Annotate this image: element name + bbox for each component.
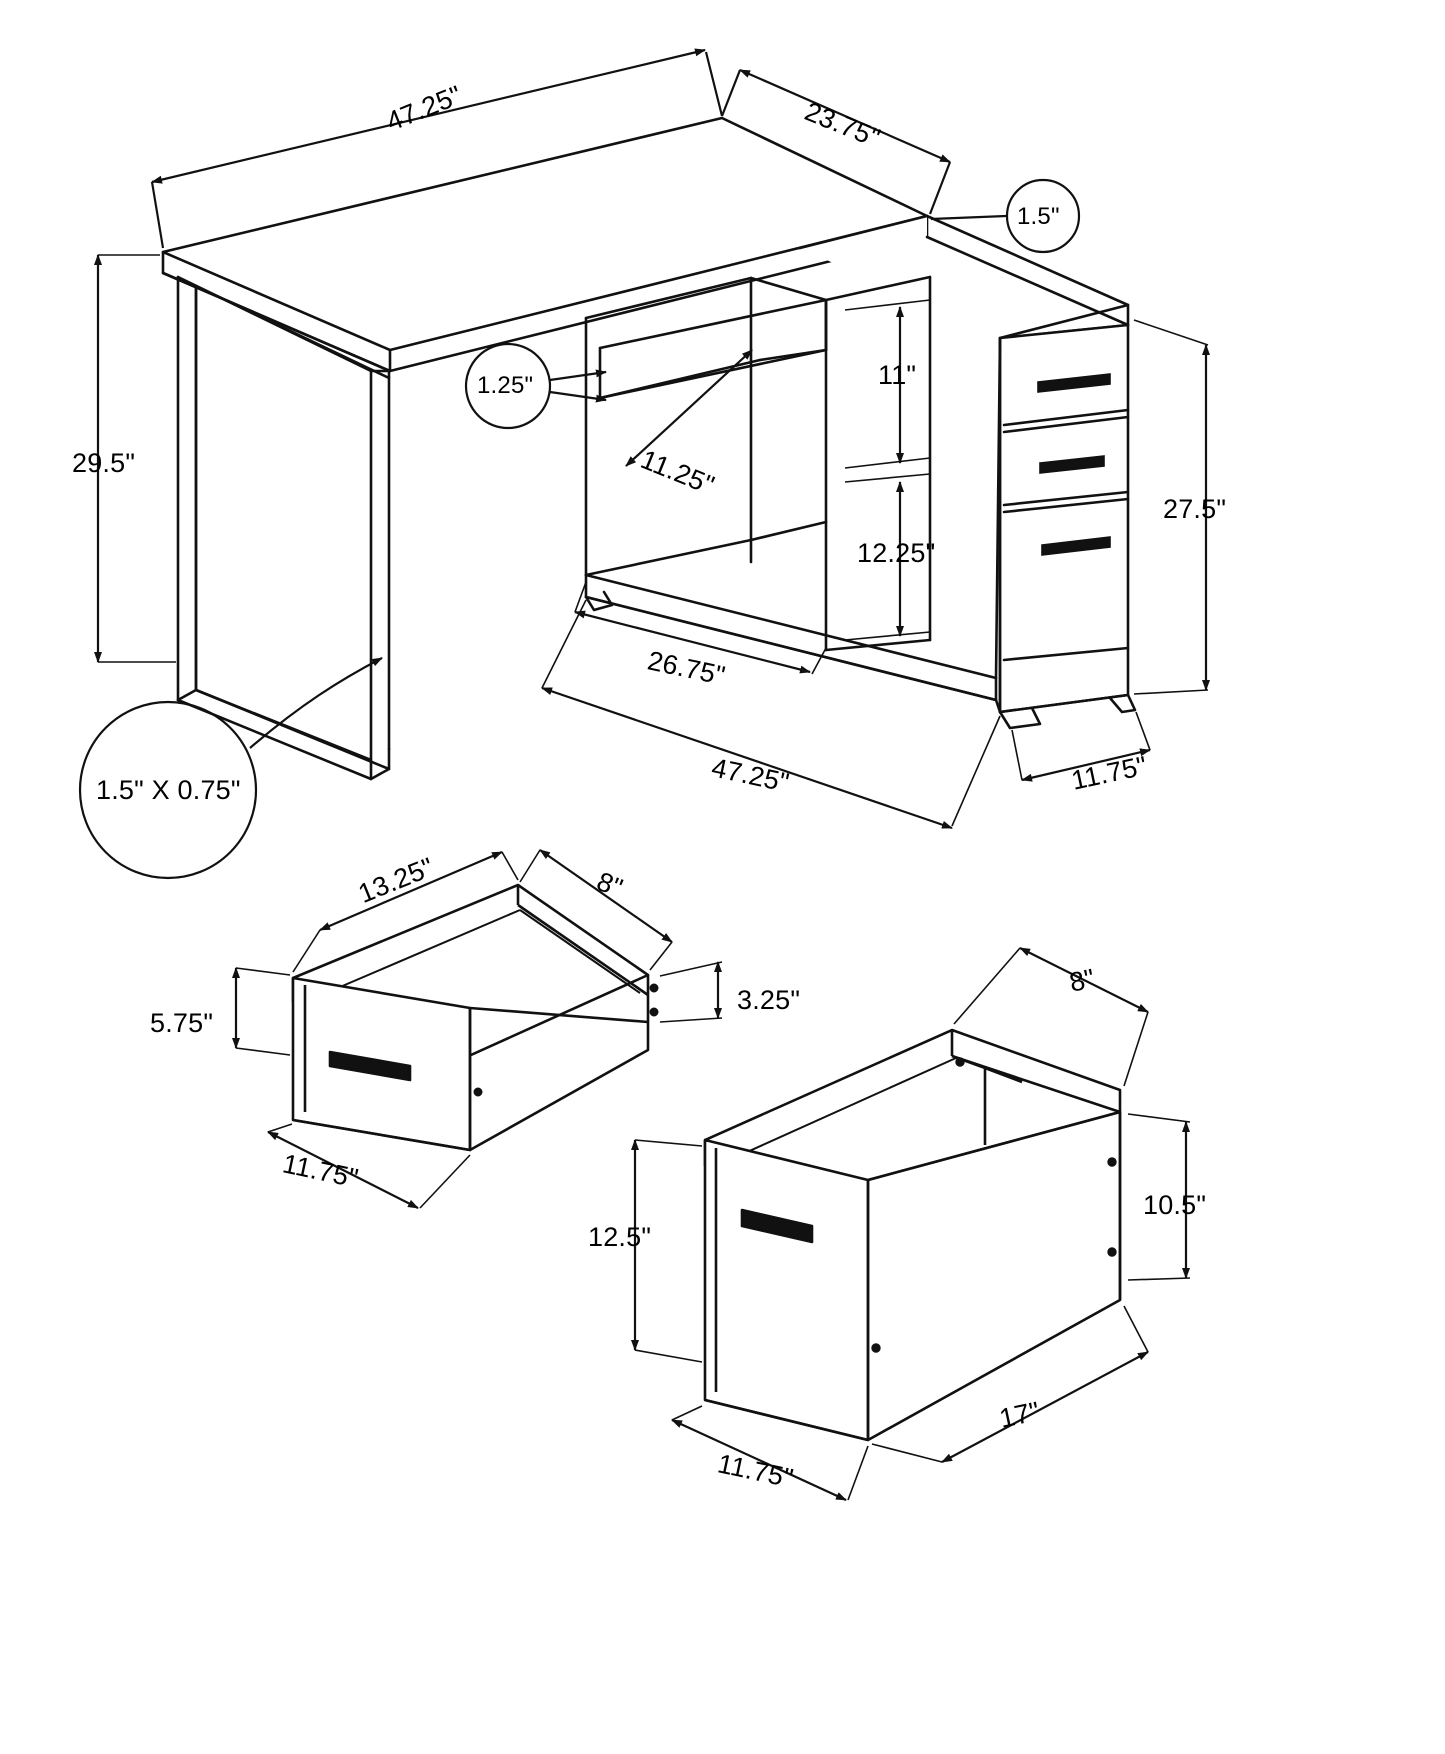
dimension-label-pedestal-side-height: 27.5" bbox=[1163, 494, 1227, 524]
dimension-label-file-drawer-front-width: 11.75" bbox=[714, 1448, 796, 1494]
dimension-label-small-drawer-depth: 13.25" bbox=[354, 851, 439, 909]
dimension-label-shelf-depth: 11.25" bbox=[636, 444, 719, 501]
dimension-label-desk-depth-top-right: 23.75" bbox=[800, 96, 885, 154]
dimension-label-shelf-span: 26.75" bbox=[644, 645, 728, 691]
dimension-label-upper-opening-height: 11" bbox=[878, 360, 917, 390]
dimension-label-file-drawer-box-height: 10.5" bbox=[1143, 1190, 1207, 1220]
callout-label-shelf-thickness: 1.25" bbox=[477, 372, 534, 399]
small-drawer-geometry bbox=[293, 885, 657, 1150]
file-drawer-geometry bbox=[705, 1030, 1120, 1440]
dimension-label-small-drawer-front-width: 11.75" bbox=[279, 1148, 361, 1194]
dimension-label-file-drawer-side: 8" bbox=[1066, 963, 1098, 998]
dimension-label-small-drawer-side: 8" bbox=[592, 866, 628, 904]
dimension-label-lower-opening-height: 12.25" bbox=[857, 538, 936, 568]
dimension-label-desk-height-left: 29.5" bbox=[72, 448, 136, 478]
dimension-label-file-drawer-depth: 17" bbox=[996, 1395, 1043, 1434]
dimension-label-small-drawer-front-height: 5.75" bbox=[150, 1008, 214, 1038]
dimension-label-file-drawer-front-height: 12.5" bbox=[588, 1222, 652, 1252]
dimension-label-desk-width-top-left: 47.25" bbox=[382, 79, 467, 137]
dimension-label-pedestal-depth: 11.75" bbox=[1068, 750, 1150, 796]
dimension-label-small-drawer-box-height: 3.25" bbox=[737, 985, 801, 1015]
callout-label-top-thickness: 1.5" bbox=[1017, 203, 1060, 230]
callout-label-leg-profile: 1.5" X 0.75" bbox=[96, 775, 241, 805]
dimension-label-overall-bottom-width: 47.25" bbox=[708, 752, 792, 798]
